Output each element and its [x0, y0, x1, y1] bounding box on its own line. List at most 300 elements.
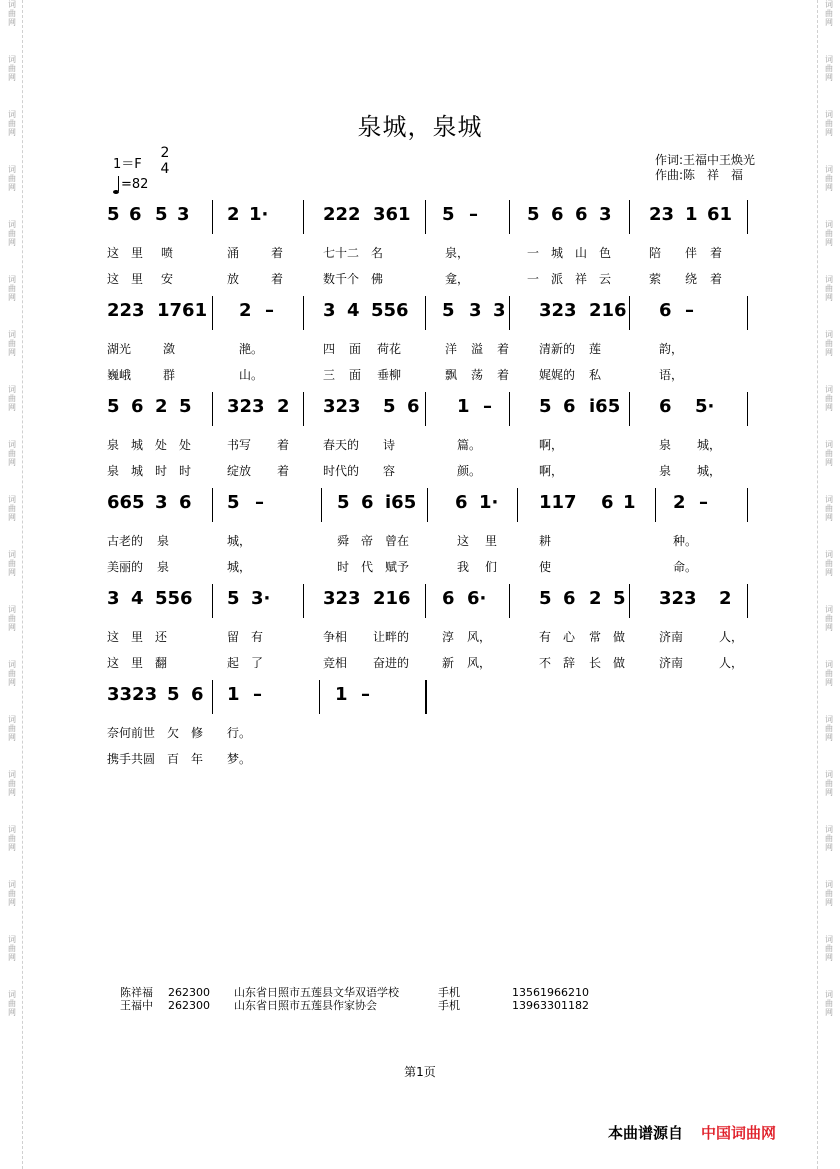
watermark-char: 词 — [825, 110, 833, 119]
source-brand[interactable]: 中国词曲网 — [701, 1124, 777, 1142]
note: – — [483, 396, 492, 417]
note: 222 — [323, 204, 361, 225]
watermark-char: 曲 — [825, 779, 833, 788]
watermark-group — [821, 715, 837, 742]
bar-line — [212, 488, 213, 522]
bar-line — [629, 200, 630, 234]
lyric-word: 这 — [107, 656, 120, 670]
footer-name: 王福中 — [120, 999, 153, 1012]
note: 2 — [277, 396, 290, 417]
lyric-word: 佛 — [371, 272, 384, 286]
note: 2 — [227, 204, 240, 225]
lyric-word: 安 — [161, 272, 174, 286]
note: 23 — [649, 204, 675, 225]
lyric-word: 风， — [467, 656, 492, 670]
bar-line — [425, 584, 426, 618]
watermark-char: 网 — [8, 348, 16, 357]
note: 2 — [155, 396, 168, 417]
time-signature — [159, 145, 171, 177]
watermark-char: 词 — [8, 825, 16, 834]
bar-line — [747, 392, 748, 426]
watermark-char: 词 — [825, 550, 833, 559]
lyric-word: 清新的 — [539, 342, 576, 356]
watermark-char: 词 — [8, 330, 16, 339]
lyric-word: 祥 — [575, 272, 588, 286]
watermark-char: 词 — [825, 385, 833, 394]
watermark-char: 网 — [825, 458, 833, 467]
bar-line — [629, 392, 630, 426]
page-number: 第1页 — [404, 1065, 436, 1079]
note: 5 — [179, 396, 192, 417]
watermark-char: 曲 — [8, 779, 16, 788]
lyric-word: 留 — [227, 630, 240, 644]
note: 5 — [613, 588, 626, 609]
watermark-group — [821, 495, 837, 522]
watermark-char: 曲 — [825, 834, 833, 843]
note: 6 — [191, 684, 204, 705]
watermark-char: 网 — [8, 733, 16, 742]
lyric-word: 四 — [323, 342, 336, 356]
note: 3 — [469, 300, 482, 321]
lyric-word: 代 — [361, 560, 374, 574]
watermark-group — [821, 935, 837, 962]
watermark-char: 网 — [8, 513, 16, 522]
watermark-char: 曲 — [825, 119, 833, 128]
watermark-char: 网 — [8, 73, 16, 82]
note: 5 — [539, 588, 552, 609]
watermark-char: 曲 — [8, 614, 16, 623]
lyric-word: 山。 — [239, 368, 264, 382]
lyric-word: 城， — [697, 464, 722, 478]
watermark-group — [4, 495, 20, 522]
watermark-group — [821, 275, 837, 302]
watermark-group — [821, 880, 837, 907]
watermark-char: 曲 — [8, 559, 16, 568]
lyric-word: 淳 — [442, 630, 455, 644]
lyric-word: 春天的 — [323, 438, 360, 452]
note: 61 — [707, 204, 733, 225]
lyric-word: 里 — [131, 272, 144, 286]
bar-line — [629, 296, 630, 330]
footer-addr: 山东省日照市五莲县作家协会 — [234, 999, 377, 1012]
watermark-char: 词 — [8, 0, 16, 9]
bar-line — [509, 584, 510, 618]
bar-line — [212, 296, 213, 330]
watermark-char: 词 — [825, 495, 833, 504]
footer-phone-label: 手机 — [438, 999, 460, 1012]
note: 6 — [601, 492, 614, 513]
lyric-word: 韵， — [659, 342, 684, 356]
watermark-char: 词 — [8, 275, 16, 284]
watermark-char: 词 — [825, 825, 833, 834]
lyric-word: 派 — [551, 272, 564, 286]
lyric-word: 曾在 — [385, 534, 410, 548]
lyric-word: 色 — [599, 246, 612, 260]
watermark-char: 词 — [8, 880, 16, 889]
note: 5 — [167, 684, 180, 705]
lyric-word: 修 — [191, 726, 204, 740]
watermark-char: 网 — [825, 1008, 833, 1017]
watermark-left — [4, 0, 20, 1169]
note: 323 — [323, 396, 361, 417]
lyric-word: 城 — [131, 438, 144, 452]
watermark-char: 网 — [8, 458, 16, 467]
watermark-char: 网 — [825, 293, 833, 302]
note: 6 — [551, 204, 564, 225]
note: 3 — [323, 300, 336, 321]
lyric-word: 颜。 — [457, 464, 482, 478]
note: – — [253, 684, 262, 705]
lyric-word: 泉 — [157, 560, 170, 574]
note: 1 — [227, 684, 240, 705]
lyric-word: 云 — [599, 272, 612, 286]
note: 3323 — [107, 684, 158, 705]
watermark-char: 网 — [825, 678, 833, 687]
lyric-word: 滟。 — [239, 342, 264, 356]
note: 5 — [107, 396, 120, 417]
lyric-word: 一 — [527, 272, 540, 286]
lyric-word: 处 — [179, 438, 192, 452]
note: 6 — [563, 396, 576, 417]
footer-zip: 262300 — [168, 986, 210, 999]
lyric-word: 着 — [710, 246, 723, 260]
watermark-char: 网 — [8, 183, 16, 192]
lyric-word: 竞相 — [323, 656, 348, 670]
lyric-word: 语， — [659, 368, 684, 382]
note: – — [255, 492, 264, 513]
watermark-char: 词 — [8, 990, 16, 999]
watermark-char: 网 — [8, 623, 16, 632]
note: 1· — [249, 204, 269, 225]
bar-line — [303, 584, 304, 618]
note: 5 — [442, 300, 455, 321]
watermark-char: 曲 — [825, 64, 833, 73]
lyric-word: 三 — [323, 368, 336, 382]
watermark-char: 网 — [825, 73, 833, 82]
watermark-char: 曲 — [8, 284, 16, 293]
lyric-word: 里 — [131, 630, 144, 644]
watermark-group — [4, 55, 20, 82]
notation-line — [107, 584, 752, 624]
lyric-word: 济南 — [659, 656, 684, 670]
watermark-char: 词 — [825, 440, 833, 449]
lyric-word: 里 — [131, 246, 144, 260]
watermark-char: 词 — [825, 0, 833, 9]
watermark-char: 曲 — [825, 999, 833, 1008]
lyric-word: 莲 — [589, 342, 602, 356]
bar-line — [425, 200, 426, 234]
note: 2 — [589, 588, 602, 609]
watermark-group — [4, 165, 20, 192]
footer-phone: 13963301182 — [512, 999, 589, 1012]
note: 4 — [347, 300, 360, 321]
watermark-group — [821, 990, 837, 1017]
lyric-word: 城， — [697, 438, 722, 452]
note: 361 — [373, 204, 411, 225]
bar-line — [425, 296, 426, 330]
note: 6 — [659, 396, 672, 417]
bar-line — [629, 584, 630, 618]
watermark-char: 词 — [825, 275, 833, 284]
source-credit — [608, 1122, 776, 1143]
note: 1 — [335, 684, 348, 705]
key-label: 1＝F — [113, 157, 142, 172]
note: 5 — [107, 204, 120, 225]
note: 323 — [323, 588, 361, 609]
lyric-word: 使 — [539, 560, 552, 574]
notation-line — [107, 296, 752, 336]
note: 216 — [373, 588, 411, 609]
watermark-char: 词 — [825, 660, 833, 669]
lyric-word: 书写 — [227, 438, 252, 452]
lyric-word: 舜 — [337, 534, 350, 548]
note: 6 — [407, 396, 420, 417]
bar-line — [303, 200, 304, 234]
lyric-word: 做 — [613, 630, 626, 644]
source-prefix: 本曲谱源自 — [608, 1124, 684, 1142]
note: 323 — [659, 588, 697, 609]
lyric-word: 人， — [719, 656, 744, 670]
watermark-group — [4, 440, 20, 467]
time-num: 2 — [160, 145, 170, 161]
note: 6 — [131, 396, 144, 417]
lyric-word: 争相 — [323, 630, 348, 644]
watermark-char: 曲 — [8, 229, 16, 238]
watermark-group — [4, 715, 20, 742]
watermark-group — [4, 660, 20, 687]
lyric-word: 做 — [613, 656, 626, 670]
watermark-group — [4, 880, 20, 907]
note: 556 — [371, 300, 409, 321]
note: 5 — [442, 204, 455, 225]
credits — [655, 153, 755, 183]
lyric-word: 着 — [271, 272, 284, 286]
watermark-char: 网 — [8, 898, 16, 907]
lyric-word: 不 — [539, 656, 552, 670]
bar-line — [212, 680, 213, 714]
watermark-char: 网 — [825, 623, 833, 632]
watermark-char: 曲 — [825, 504, 833, 513]
lyric-word: 私 — [589, 368, 602, 382]
watermark-char: 曲 — [825, 229, 833, 238]
lyric-word: 心 — [563, 630, 576, 644]
lyric-word: 名 — [371, 246, 384, 260]
lyric-word: 一 — [527, 246, 540, 260]
watermark-char: 曲 — [8, 669, 16, 678]
watermark-group — [821, 770, 837, 797]
lyric-word: 长 — [589, 656, 602, 670]
lyric-word: 荡 — [471, 368, 484, 382]
note: 216 — [589, 300, 627, 321]
watermark-group — [821, 825, 837, 852]
notation-line — [107, 392, 752, 432]
lyric-word: 着 — [277, 464, 290, 478]
lyric-word: 了 — [251, 656, 264, 670]
lyric-word: 湖光 — [107, 342, 132, 356]
lyric-word: 放 — [227, 272, 240, 286]
note: i65 — [385, 492, 417, 513]
left-border — [22, 0, 23, 1169]
lyric-word: 还 — [155, 630, 168, 644]
watermark-char: 网 — [825, 128, 833, 137]
watermark-char: 网 — [825, 18, 833, 27]
time-den: 4 — [160, 161, 170, 177]
watermark-char: 网 — [8, 843, 16, 852]
bar-line — [303, 296, 304, 330]
lyric-word: 行。 — [227, 726, 252, 740]
watermark-char: 曲 — [8, 449, 16, 458]
lyric-word: 城 — [551, 246, 564, 260]
lyric-word: 这 — [457, 534, 470, 548]
watermark-char: 曲 — [825, 284, 833, 293]
lyric-word: 耕 — [539, 534, 552, 548]
watermark-char: 网 — [825, 733, 833, 742]
watermark-char: 网 — [825, 513, 833, 522]
lyric-word: 新 — [442, 656, 455, 670]
watermark-group — [821, 220, 837, 247]
lyric-word: 诗 — [383, 438, 396, 452]
lyric-word: 着 — [271, 246, 284, 260]
lyricist: 作词:王福中王焕光 — [655, 153, 756, 167]
footer-zip: 262300 — [168, 999, 210, 1012]
note: 4 — [131, 588, 144, 609]
watermark-group — [821, 330, 837, 357]
key-signature — [113, 145, 170, 177]
bar-line — [427, 488, 428, 522]
lyric-word: 着 — [710, 272, 723, 286]
lyric-word: 时 — [155, 464, 168, 478]
composer: 作曲:陈 祥 福 — [655, 168, 744, 182]
watermark-char: 曲 — [8, 174, 16, 183]
bar-line — [747, 488, 748, 522]
lyric-word: 荷花 — [377, 342, 402, 356]
watermark-char: 网 — [8, 18, 16, 27]
note: 665 — [107, 492, 145, 513]
lyric-word: 泉 — [107, 464, 120, 478]
watermark-char: 曲 — [8, 999, 16, 1008]
lyric-word: 啊， — [539, 438, 564, 452]
lyric-word: 济南 — [659, 630, 684, 644]
lyric-word: 时 — [179, 464, 192, 478]
note: 3 — [107, 588, 120, 609]
note: 3 — [599, 204, 612, 225]
note: 5 — [155, 204, 168, 225]
lyric-word: 这 — [107, 246, 120, 260]
watermark-char: 词 — [825, 715, 833, 724]
lyric-word: 龛， — [445, 272, 470, 286]
lyric-word: 欠 — [167, 726, 180, 740]
note: 6 — [455, 492, 468, 513]
bar-line — [425, 680, 427, 714]
note: 2 — [239, 300, 252, 321]
note: 5 — [337, 492, 350, 513]
note: 1· — [479, 492, 499, 513]
watermark-char: 词 — [825, 330, 833, 339]
lyric-word: 群 — [163, 368, 176, 382]
lyric-word: 萦 — [649, 272, 662, 286]
notation-line — [107, 680, 752, 720]
lyric-word: 们 — [485, 560, 498, 574]
notation-line — [107, 488, 752, 528]
lyric-word: 娓娓的 — [539, 368, 576, 382]
note: 5 — [227, 492, 240, 513]
note: 223 — [107, 300, 145, 321]
watermark-group — [4, 385, 20, 412]
lyric-word: 美丽的 — [107, 560, 144, 574]
note: 1 — [685, 204, 698, 225]
bar-line — [212, 584, 213, 618]
watermark-char: 曲 — [825, 614, 833, 623]
watermark-char: 词 — [825, 770, 833, 779]
watermark-char: 网 — [825, 568, 833, 577]
note: – — [265, 300, 274, 321]
lyric-word: 人， — [719, 630, 744, 644]
lyric-word: 泉 — [659, 464, 672, 478]
watermark-group — [821, 550, 837, 577]
right-border — [817, 0, 818, 1169]
watermark-char: 曲 — [8, 64, 16, 73]
watermark-char: 词 — [8, 935, 16, 944]
lyric-word: 里 — [485, 534, 498, 548]
lyric-word: 这 — [107, 630, 120, 644]
bar-line — [517, 488, 518, 522]
note: 323 — [227, 396, 265, 417]
lyric-word: 陪 — [649, 246, 662, 260]
watermark-group — [4, 330, 20, 357]
lyric-word: 潋 — [163, 342, 176, 356]
watermark-char: 网 — [8, 953, 16, 962]
watermark-group — [4, 605, 20, 632]
lyric-word: 这 — [107, 272, 120, 286]
watermark-group — [4, 990, 20, 1017]
lyric-word: 百 — [167, 752, 180, 766]
note: 6 — [563, 588, 576, 609]
watermark-char: 曲 — [825, 889, 833, 898]
note: 3 — [177, 204, 190, 225]
watermark-char: 曲 — [825, 339, 833, 348]
lyric-word: 涌 — [227, 246, 240, 260]
lyric-word: 处 — [155, 438, 168, 452]
watermark-char: 词 — [825, 880, 833, 889]
lyric-word: 奋进的 — [373, 656, 410, 670]
lyric-word: 有 — [539, 630, 552, 644]
watermark-right — [821, 0, 837, 1169]
lyric-word: 面 — [349, 342, 362, 356]
lyric-word: 携手共圆 — [107, 752, 156, 766]
watermark-char: 词 — [8, 220, 16, 229]
note: 6 — [659, 300, 672, 321]
watermark-char: 曲 — [8, 504, 16, 513]
lyric-word: 泉 — [107, 438, 120, 452]
lyric-word: 绕 — [685, 272, 698, 286]
watermark-char: 曲 — [825, 724, 833, 733]
lyric-word: 洋 — [445, 342, 458, 356]
lyric-word: 容 — [383, 464, 396, 478]
watermark-char: 网 — [825, 403, 833, 412]
note: 1 — [457, 396, 470, 417]
bar-line — [655, 488, 656, 522]
note: 2 — [673, 492, 686, 513]
bar-line — [319, 680, 320, 714]
watermark-char: 曲 — [825, 669, 833, 678]
watermark-group — [4, 770, 20, 797]
watermark-group — [821, 385, 837, 412]
watermark-char: 曲 — [8, 834, 16, 843]
watermark-group — [4, 935, 20, 962]
lyric-word: 垂柳 — [377, 368, 402, 382]
watermark-char: 词 — [8, 605, 16, 614]
lyric-word: 让畔的 — [373, 630, 410, 644]
